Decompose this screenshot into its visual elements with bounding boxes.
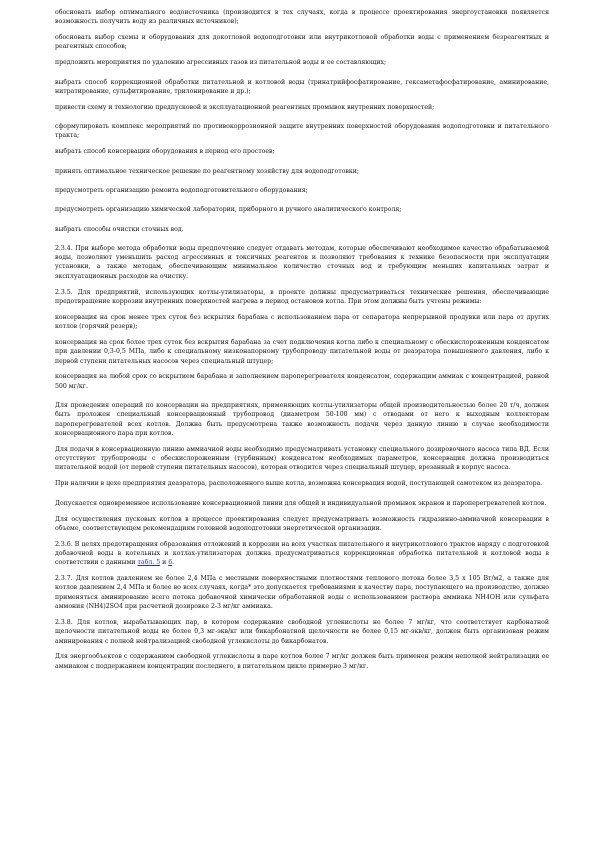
paragraph: консервация на срок менее трех суток без вскрытия барабана с использованием пара от сепаратора непрерывной продувки или пара от других котлов (горячий резерв); xyxy=(55,313,549,331)
paragraph: предложить мероприятия по удалению агрессивных газов из питательной воды и ее составляющих; xyxy=(55,59,387,67)
paragraph: консервация на срок более трех суток без вскрытия барабана за счет подключения котла либо к специальному с обескислороженным конденсатом при давлении 0,3-0,5 МПа, либо к специальному низконапорному трубопроводу питательной воды от деаэратора повышенного давления, либо к первой ступени питательных насосов через специальный штуцер; xyxy=(55,338,549,365)
paragraph: выбрать способ коррекционной обработки питательной и котловой воды (тринатрийфосфатирование, гексаметафосфатирование, аминирование, нитратирование, сульфитирование, трилонирование и др.); xyxy=(55,78,549,95)
paragraph xyxy=(55,540,549,568)
paragraph: обосновать выбор схемы и оборудования для докотловой водоподготовки или внутрикотловой обработки воды с применением безреагентных и реагентных способов; xyxy=(55,34,549,51)
paragraph: предусмотреть организацию ремонта водоподготовительного оборудования; xyxy=(55,186,308,194)
paragraph: Для осуществления пусковых котлов в процессе проектирования следует предусматривать возможность гидразинно-аммиачной консервации в объеме, соответствующем рекомендациям головной водоподготовки энергетической организации. xyxy=(55,515,549,532)
paragraph: Для подачи в консервационную линию аммиачной воды необходимо предусматривать установку специального дозировочного насоса типа ВД. Если отсутствуют трубопроводы с обескислороженным (турбинным) конденсатом необходимых параметров, консервация должна производиться питательной водой (от первой ступени питательных насосов), которая отводится через специальный штуцер, врезанный в корпус насоса. xyxy=(55,445,549,472)
table-6-link[interactable]: 6 xyxy=(168,559,173,567)
paragraph: Для проведения операций по консервации на предприятиях, применяющих котлы-утилизаторы общей производительностью более 20 т/ч, должен быть проложен специальный консервационный трубопровод (диаметром 50-100 мм) с отводами от него к выходным коллекторам пароперегревателей всех котлов. Должна быть предусмотрена также возможность подачи через данную линию в случае необходимости консервационного пара при котлов. xyxy=(55,402,549,437)
paragraph-text: . xyxy=(172,559,175,567)
paragraph: сформулировать комплекс мероприятий по противокоррозионной защите внутренних поверхностей оборудования водоподготовки и питательного тракта; xyxy=(55,123,549,140)
paragraph-text: 2.3.6. В целях предотвращения образования отложений и коррозии на всех участках питательного и внутрикотлового трактов наряду с подготовкой добавочной воды в котельных и котлах-утилизаторах должна предусматриваться коррекционная обработка питательной и котловой воды в соответствии с данными xyxy=(55,540,549,567)
paragraph: 2.3.4. При выборе метода обработки воды предпочтение следует отдавать методам, которые обеспечивают необходимое качество обрабатываемой воды, позволяют уменьшить расход агрессивных и токсичных реагентов и позволяют требования к технике безопасности при эксплуатации установки, а также методам, обеспечивающим минимальное количество сточных вод и требующим меньших капитальных затрат и эксплуатационных расходов на очистку. xyxy=(55,244,549,280)
paragraph: консервация на любой срок со вскрытием барабана и заполнением пароперегревателя конденсатом, содержащим аммиак с концентрацией, равной 500 мг/кг. xyxy=(55,373,549,390)
paragraph-text: и xyxy=(160,559,169,567)
paragraph: Допускается одновременное использование консервационной линии для общей и индивидуальной промывок экранов и пароперегревателей котлов. xyxy=(55,499,547,507)
paragraph: выбрать способы очистки сточных вод. xyxy=(55,225,184,233)
paragraph: привести схему и технологию предпусковой и эксплуатационной реагентных промывок внутренних поверхностей; xyxy=(55,103,435,111)
paragraph: Для энергообъектов с содержанием свободной углекислоты в паре котлов более 7 мг/кг должен быть применен режим неполной нейтрализации ее аммиаком с поддержанием концентрации последнего, в питательном цикле примерно 3 мг/кг. xyxy=(55,653,549,670)
paragraph: обосновать выбор оптимального водоисточника (производится в тех случаях, когда в процессе проектирования энергоустановки появляется возможность получить воду из различных источников); xyxy=(55,9,549,26)
paragraph: предусмотреть организацию химической лаборатории, приборного и ручного аналитического контроля; xyxy=(55,206,402,214)
paragraph: 2.3.8. Для котлов, вырабатывающих пар, в котором содержание свободной углекислоты не более 7 мг/кг, что соответствует карбонатной щелочности питательной воды не более 0,3 мг-экв/кг или бикарбонатной щелочности не более 0,15 мг-экв/кг, должен быть организован режим аминирования с полной нейтрализацией свободной углекислоты до бикарбонатов. xyxy=(55,618,549,645)
paragraph: 2.3.5. Для предприятий, использующих котлы-утилизаторы, в проекте должны предусматриваться технические решения, обеспечивающие предотвращение коррозии внутренних поверхностей нагрева в период остановов котла. При этом должны быть учтены режимы: xyxy=(55,288,549,305)
paragraph: выбрать способ консервации оборудования в период его простоев; xyxy=(55,148,275,156)
paragraph: 2.3.7. Для котлов давлением не более 2,4 МПа с местными поверхностными плотностями теплового потока более 3,5 x 105 Вт/м2, а также для котлов давлением 2,4 МПа и более во всех случаях, когда* это допускается требованиями к качеству пара, поступающего на производство, должно применяться аминирование всего потока добавочной химически обработанной воды с использованием раствора аммиака NH4OH или сульфата аммония (NH4)2SO4 при расчетной дозировке 2-3 мг/кг аммиака. xyxy=(55,575,549,611)
paragraph: При наличии в цехе предприятия деаэратора, расположенного выше котла, возможна консервация водой, поступающей самотеком из деаэратора. xyxy=(55,480,543,488)
table-5-link[interactable]: табл. 5 xyxy=(137,559,161,567)
paragraph: принять оптимальное техническое решение по реагентному хозяйству для водоподготовки; xyxy=(55,167,359,175)
